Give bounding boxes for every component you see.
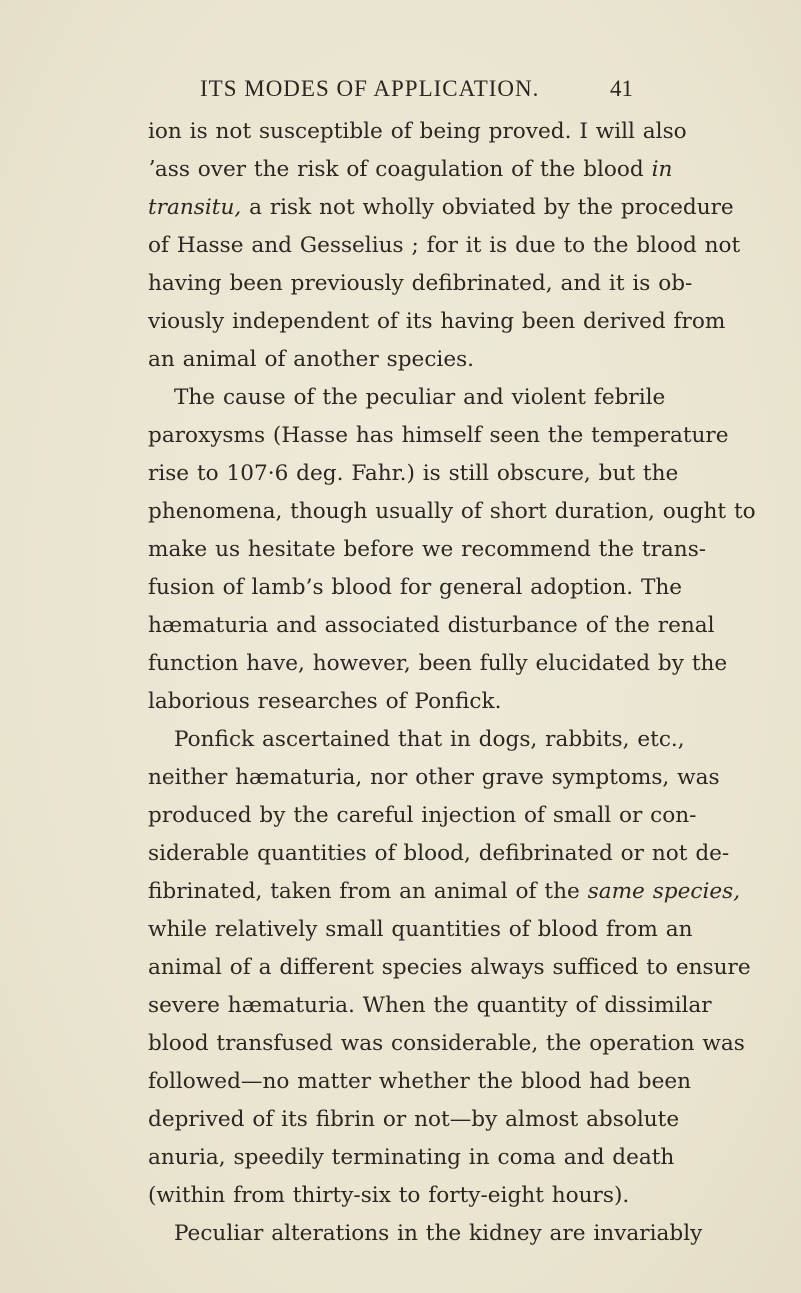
text-line: phenomena, though usually of short duration, ought to [148, 499, 756, 524]
text-line: The cause of the peculiar and violent febrile [174, 385, 666, 410]
text-line: deprived of its fibrin or not—by almost absolute [148, 1107, 680, 1132]
text-line: function have, however, been fully elucidated by the [148, 651, 728, 676]
text-line: followed—no matter whether the blood had been [148, 1069, 692, 1094]
text-line: produced by the careful injection of small or con- [148, 803, 697, 828]
text-line: ion is not susceptible of being proved. I will also [148, 119, 687, 144]
text-line: anuria, speedily terminating in coma and death [148, 1145, 675, 1170]
text-line: while relatively small quantities of blood from an [148, 917, 693, 942]
text-line: rise to 107·6 deg. Fahr.) is still obscure, but the [148, 461, 679, 486]
running-head [0, 76, 801, 106]
text-line: viously independent of its having been derived from [148, 309, 726, 334]
text-line: paroxysms (Hasse has himself seen the temperature [148, 423, 729, 448]
running-head-title: ITS MODES OF APPLICATION. [200, 76, 540, 101]
text-line: Peculiar alterations in the kidney are invariably [174, 1221, 703, 1246]
text-line: siderable quantities of blood, defibrinated or not de- [148, 841, 730, 866]
text-line: fibrinated, taken from an animal of the same species, [148, 873, 801, 911]
text-line: animal of a different species always sufficed to ensure [148, 955, 751, 980]
text-line: (within from thirty-six to forty-eight hours). [148, 1183, 630, 1208]
text-line: an animal of another species. [148, 347, 475, 372]
italic-in: in [651, 157, 673, 182]
text-line: blood transfused was considerable, the operation was [148, 1031, 745, 1056]
text-line: Ponfick ascertained that in dogs, rabbits, etc., [174, 727, 685, 752]
text-line: of Hasse and Gesselius ; for it is due to the blood not [148, 233, 741, 258]
text-line: laborious researches of Ponfick. [148, 689, 502, 714]
italic-same-species: same species, [587, 879, 741, 904]
text-line: transitu, a risk not wholly obviated by the procedure [148, 189, 801, 227]
text-line: make us hesitate before we recommend the trans- [148, 537, 707, 562]
text-line: neither hæmaturia, nor other grave symptoms, was [148, 765, 720, 790]
text-line: ʼass over the risk of coagulation of the blood in [148, 151, 801, 189]
text-line: having been previously defibrinated, and it is ob- [148, 271, 693, 296]
text-line: severe hæmaturia. When the quantity of dissimilar [148, 993, 712, 1018]
page-number: 41 [610, 76, 633, 101]
text-line: hæmaturia and associated disturbance of the renal [148, 613, 715, 638]
italic-transitu: transitu, [148, 195, 242, 220]
body-text [0, 113, 801, 1253]
text-line: fusion of lamb’s blood for general adoption. The [148, 575, 683, 600]
